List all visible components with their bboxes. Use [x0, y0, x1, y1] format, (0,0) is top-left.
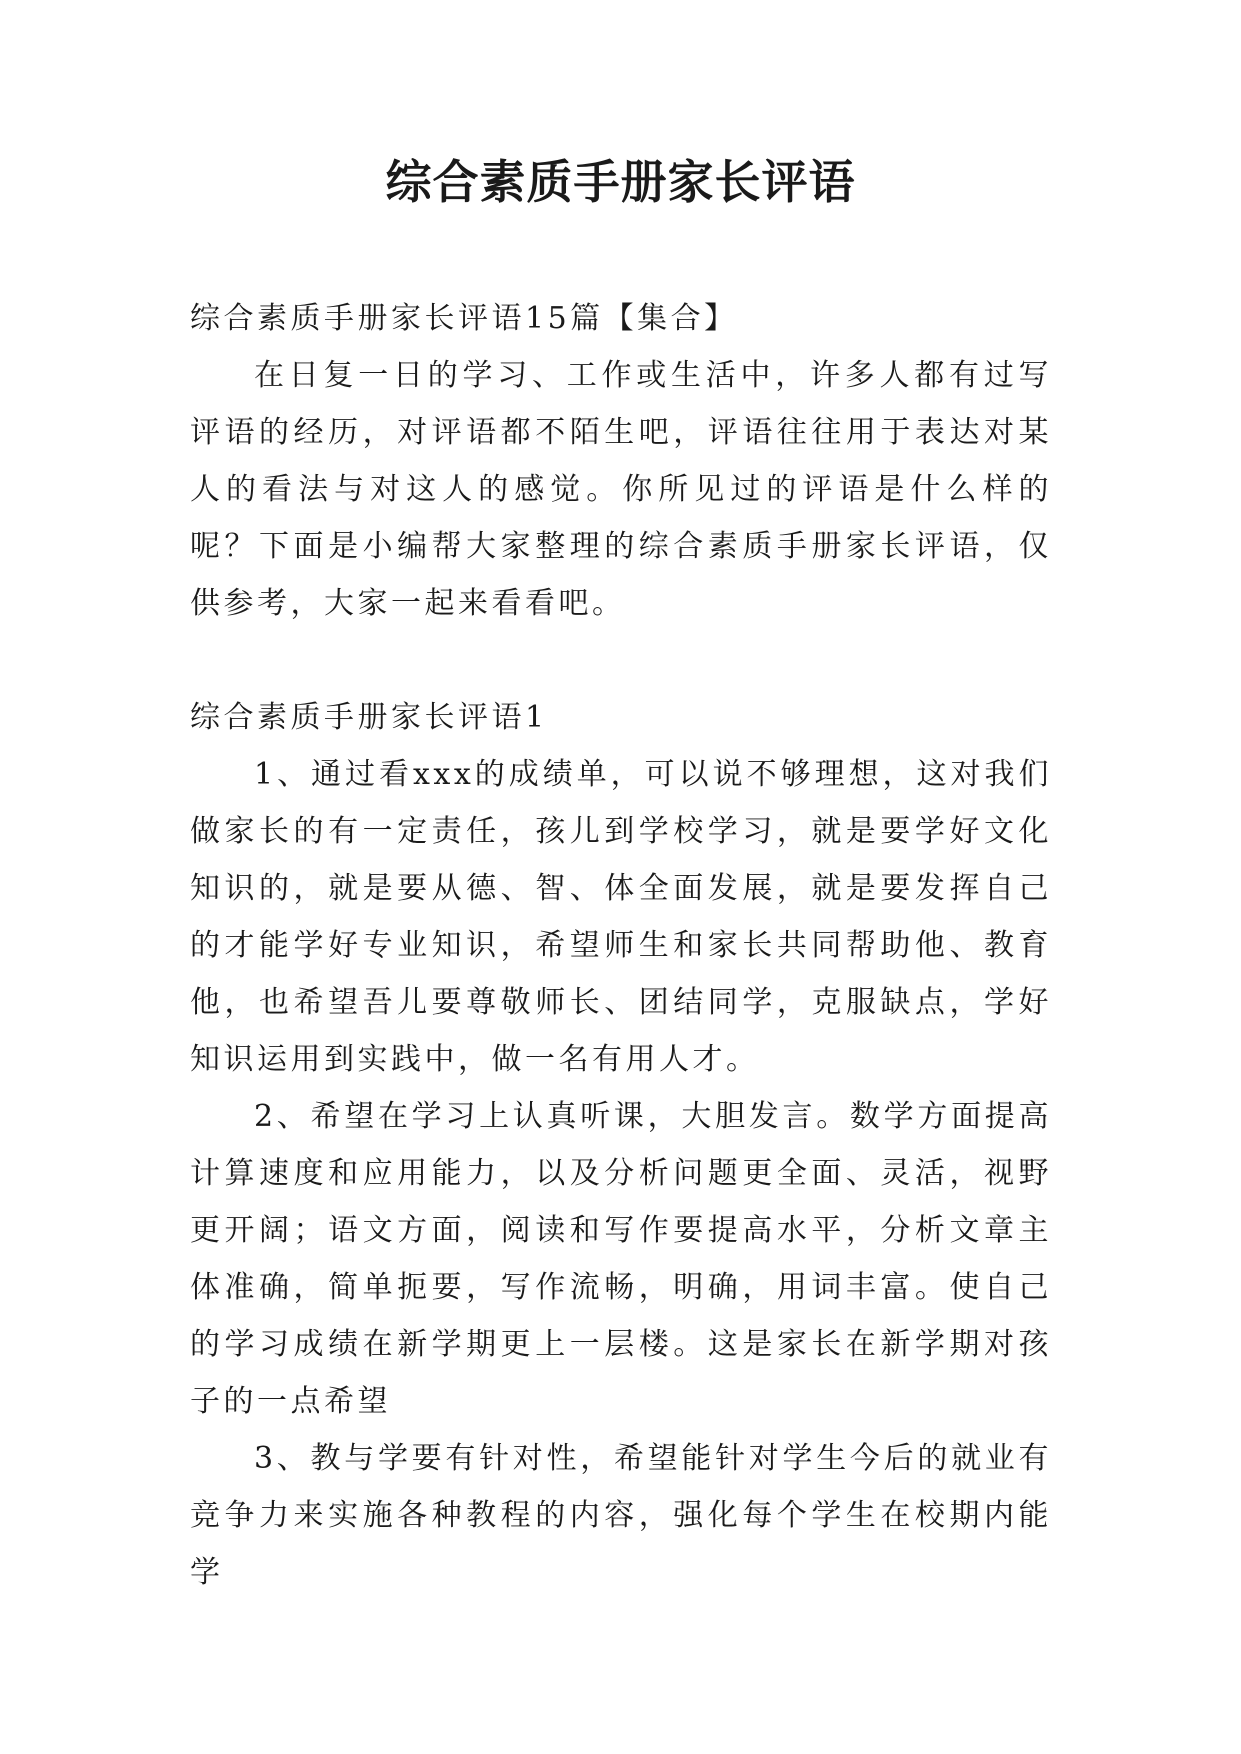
section-spacer — [190, 632, 1052, 689]
section-heading: 综合素质手册家长评语1 — [190, 700, 548, 735]
comment-paragraph-3: 3、教与学要有针对性，希望能针对学生今后的就业有竞争力来实施各种教程的内容，强化每个学生在校期内能学 — [190, 1441, 1052, 1590]
document-subtitle: 综合素质手册家长评语15篇【集合】 — [190, 301, 738, 336]
intro-paragraph: 在日复一日的学习、工作或生活中，许多人都有过写评语的经历，对评语都不陌生吧，评语往往用于表达对某人的看法与对这人的感觉。你所见过的评语是什么样的呢？下面是小编帮大家整理的综合素质手册家长评语，仅供参考，大家一起来看看吧。 — [190, 358, 1052, 621]
comment-paragraph-2: 2、希望在学习上认真听课，大胆发言。数学方面提高计算速度和应用能力，以及分析问题更全面、灵活，视野更开阔；语文方面，阅读和写作要提高水平，分析文章主体准确，简单扼要，写作流畅，明确，用词丰富。使自己的学习成绩在新学期更上一层楼。这是家长在新学期对孩子的一点希望 — [190, 1099, 1052, 1419]
comment-paragraph-1: 1、通过看xxx的成绩单，可以说不够理想，这对我们做家长的有一定责任，孩儿到学校学习，就是要学好文化知识的，就是要从德、智、体全面发展，就是要发挥自己的才能学好专业知识，希望师生和家长共同帮助他、教育他，也希望吾儿要尊敬师长、团结同学，克服缺点，学好知识运用到实践中，做一名有用人才。 — [190, 757, 1052, 1077]
document-title: 综合素质手册家长评语 — [385, 155, 856, 209]
document-body — [190, 290, 1052, 1601]
